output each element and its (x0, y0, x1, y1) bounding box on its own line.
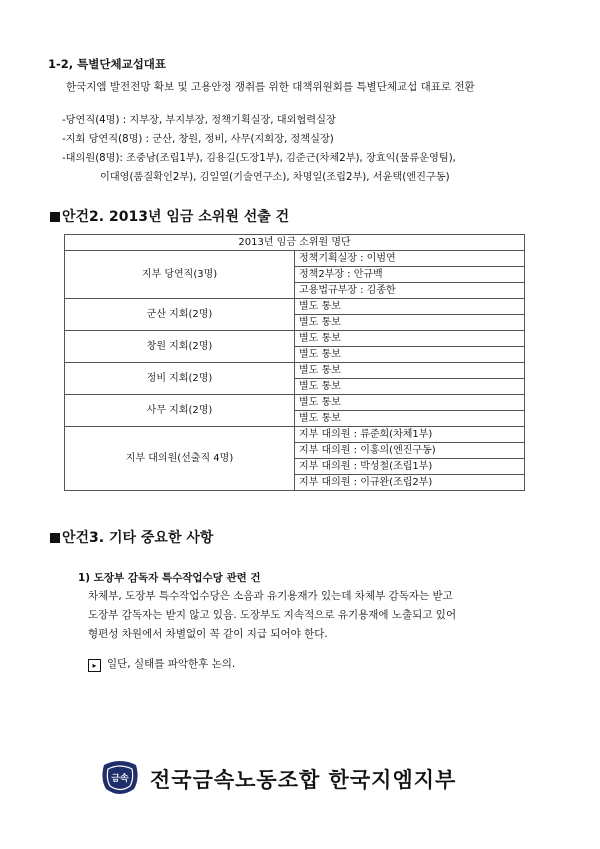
table-cell: 별도 통보 (295, 411, 525, 427)
group-label: 사무 지회(2명) (65, 395, 295, 427)
footer-title: 전국금속노동조합 한국지엠지부 (150, 768, 457, 792)
table-row (65, 395, 525, 411)
group-label: 지부 대의원(선출직 4명) (65, 427, 295, 491)
agenda3-body-line-1: 차체부, 도장부 특수작업수당은 소음과 유기용재가 있는데 차체부 감독자는 받고 (88, 590, 453, 602)
table-cell: 지부 대의원 : 류준희(차체1부) (295, 427, 525, 443)
arrow-box-icon: ▸ (88, 659, 101, 672)
agenda3-heading (50, 527, 213, 547)
svg-text:금속: 금속 (111, 774, 129, 784)
table-cell: 지부 대의원 : 이규완(조립2부) (295, 475, 525, 491)
table-cell: 별도 통보 (295, 315, 525, 331)
square-bullet-icon (50, 212, 60, 222)
section-1-2-description: 한국지엠 발전전망 확보 및 고용안정 쟁취를 위한 대책위원회를 특별단체교섭 대표로 전환 (66, 81, 475, 93)
table-row (65, 427, 525, 443)
table-title: 2013년 임금 소위원 명단 (65, 235, 525, 251)
table-cell: 별도 통보 (295, 395, 525, 411)
group-label: 창원 지회(2명) (65, 331, 295, 363)
table-row (65, 251, 525, 267)
table-cell: 정책2부장 : 안규백 (295, 267, 525, 283)
square-bullet-icon (50, 533, 60, 543)
agenda3-body-line-2: 도장부 감독자는 받지 않고 있음. 도장부도 지속적으로 유기용재에 노출되고 있어 (88, 609, 457, 621)
table-cell: 별도 통보 (295, 331, 525, 347)
agenda3-note (88, 656, 235, 672)
agenda3-item-title: 1) 도장부 감독자 특수작업수당 관련 건 (78, 572, 261, 584)
group-label: 군산 지회(2명) (65, 299, 295, 331)
group-label: 정비 지회(2명) (65, 363, 295, 395)
table-row (65, 331, 525, 347)
agenda3-body-line-3: 형편성 차원에서 차별없이 꼭 같이 지급 되어야 한다. (88, 628, 328, 640)
wage-committee-table (64, 234, 525, 491)
table-row (65, 363, 525, 379)
section-1-2-heading: 1-2, 특별단체교섭대표 (48, 57, 167, 71)
table-cell: 별도 통보 (295, 299, 525, 315)
agenda3-title: 안건3. 기타 중요한 사항 (62, 530, 214, 546)
agenda2-title: 안건2. 2013년 임금 소위원 선출 건 (62, 209, 290, 225)
table-cell: 고용법규부장 : 김종한 (295, 283, 525, 299)
group-label: 지부 당연직(3명) (65, 251, 295, 299)
table-cell: 별도 통보 (295, 347, 525, 363)
table-row (65, 299, 525, 315)
members-line-3: -대의원(8명): 조중남(조립1부), 김용길(도장1부), 김준근(차체2부), 장효익(물류운영팀), (62, 153, 456, 164)
table-cell: 정책기획실장 : 이범연 (295, 251, 525, 267)
agenda2-heading (50, 206, 289, 226)
members-line-1: -당연직(4명) : 지부장, 부지부장, 정책기획실장, 대외협력실장 (62, 115, 336, 126)
table-cell: 지부 대의원 : 박성철(조립1부) (295, 459, 525, 475)
table-cell: 지부 대의원 : 이홍의(엔진구동) (295, 443, 525, 459)
union-logo-icon (98, 755, 142, 799)
members-line-4: 이대영(품질확인2부), 김일열(기술연구소), 차명일(조립2부), 서윤택(엔진구동) (100, 172, 450, 183)
table-cell: 별도 통보 (295, 363, 525, 379)
note-text: 일단, 실태를 파악한후 논의. (107, 658, 236, 670)
table-cell: 별도 통보 (295, 379, 525, 395)
members-line-2: -지회 당연직(8명) : 군산, 창원, 정비, 사무(지회장, 정책실장) (62, 134, 334, 145)
